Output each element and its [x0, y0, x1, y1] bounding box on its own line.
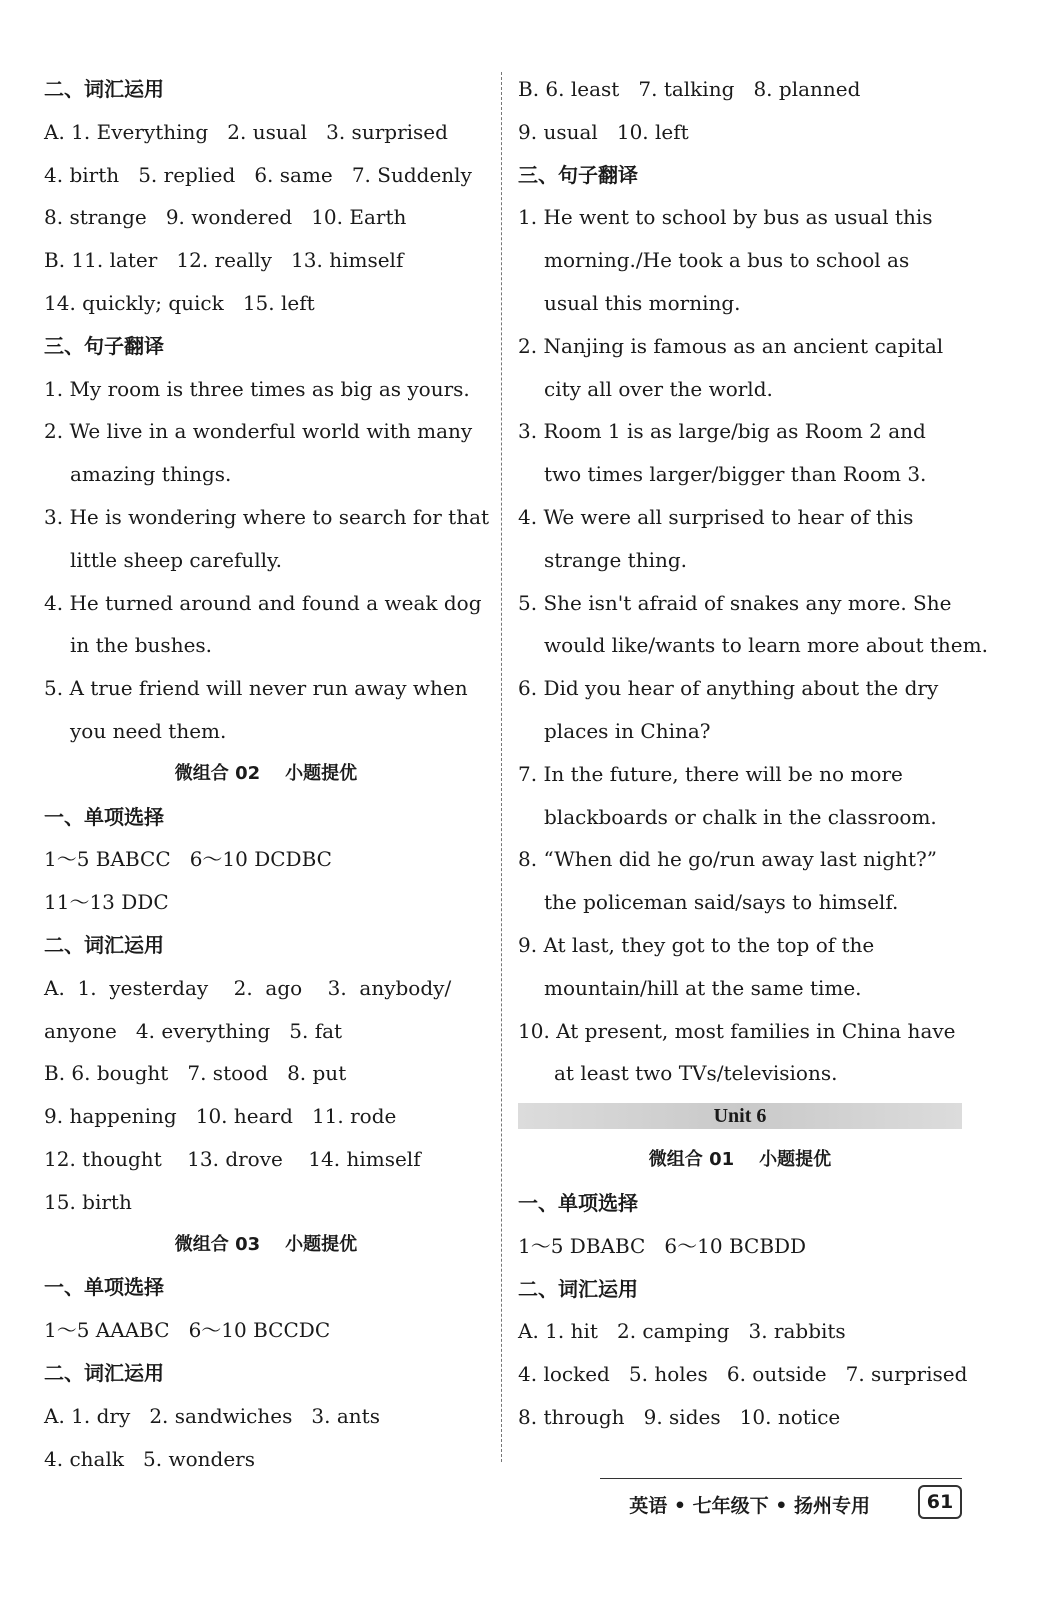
section-heading: 二、词汇运用 — [44, 77, 164, 101]
answer-line: the policeman said/says to himself. — [544, 890, 899, 915]
footer-subject-label: 英语 • 七年级下 • 扬州专用 — [629, 1495, 870, 1517]
answer-line: B. 11. later 12. really 13. himself — [44, 248, 404, 273]
answer-line: 9. usual 10. left — [518, 119, 689, 144]
answer-line: A. 1. Everything 2. usual 3. surprised — [44, 119, 448, 144]
answer-line: you need them. — [70, 718, 227, 743]
page-number: 61 — [918, 1485, 962, 1519]
section-heading: 一、单项选择 — [44, 1275, 164, 1300]
left-column — [44, 68, 488, 1480]
answer-line: 4. He turned around and found a weak dog — [44, 590, 482, 615]
answer-line: 9. happening 10. heard 11. rode — [44, 1104, 397, 1129]
section-heading: 三、句子翻译 — [518, 162, 638, 187]
answer-line: 12. thought 13. drove 14. himself — [44, 1146, 421, 1171]
answer-line: amazing things. — [70, 462, 232, 487]
subsection-title: 微组合 01 小题提优 — [648, 1149, 832, 1171]
answer-line: A. 1. yesterday 2. ago 3. anybody/ — [44, 975, 452, 1000]
unit5-answers-continued — [518, 68, 988, 1095]
column-divider — [501, 72, 502, 1462]
answer-line: two times larger/bigger than Room 3. — [544, 462, 927, 487]
answer-line: 5. She isn't afraid of snakes any more. She — [518, 590, 952, 615]
answer-line: blackboards or chalk in the classroom. — [544, 804, 937, 829]
answer-line: 6. Did you hear of anything about the dry — [518, 676, 939, 701]
unit6-answers — [518, 1139, 968, 1439]
answer-line: 8. strange 9. wondered 10. Earth — [44, 205, 407, 230]
answer-line: 4. chalk 5. wonders — [44, 1446, 255, 1471]
section-heading: 二、词汇运用 — [518, 1276, 638, 1301]
answer-line: 5. A true friend will never run away when — [44, 676, 468, 701]
answer-line: at least two TVs/televisions. — [554, 1061, 838, 1086]
answer-line: 1～5 BABCC 6～10 DCDBC — [44, 847, 332, 872]
right-column — [518, 68, 988, 1439]
answer-line: 1～5 AAABC 6～10 BCCDC — [44, 1318, 331, 1343]
answer-line: 9. At last, they got to the top of the — [518, 932, 875, 957]
answer-line: 2. Nanjing is famous as an ancient capital — [518, 333, 944, 358]
answer-line: 11～13 DDC — [44, 890, 169, 915]
page-footer — [600, 1478, 962, 1517]
answer-line: city all over the world. — [544, 376, 773, 401]
answer-line: in the bushes. — [70, 633, 213, 658]
section-heading: 一、单项选择 — [44, 804, 164, 829]
answer-line: 3. Room 1 is as large/big as Room 2 and — [518, 419, 926, 444]
section-heading: 二、词汇运用 — [44, 932, 164, 957]
answer-line: little sheep carefully. — [70, 547, 283, 572]
answer-line: would like/wants to learn more about them. — [544, 633, 988, 658]
answer-line: places in China? — [544, 718, 711, 743]
answer-line: B. 6. bought 7. stood 8. put — [44, 1061, 347, 1086]
answer-line: 7. In the future, there will be no more — [518, 761, 903, 786]
answer-line: 4. We were all surprised to hear of this — [518, 504, 914, 529]
answer-line: A. 1. dry 2. sandwiches 3. ants — [44, 1403, 380, 1428]
answer-line: 15. birth — [44, 1189, 132, 1214]
answer-line: mountain/hill at the same time. — [544, 975, 862, 1000]
answer-line: morning./He took a bus to school as — [544, 248, 910, 273]
answer-line: A. 1. hit 2. camping 3. rabbits — [518, 1319, 846, 1344]
answer-line: anyone 4. everything 5. fat — [44, 1018, 343, 1043]
answer-line: 8. “When did he go/run away last night?” — [518, 847, 937, 872]
answer-line: 2. We live in a wonderful world with many — [44, 419, 473, 444]
answer-line: 1～5 DBABC 6～10 BCBDD — [518, 1233, 807, 1258]
answer-line: 14. quickly; quick 15. left — [44, 290, 315, 315]
subsection-title: 微组合 02 小题提优 — [174, 762, 358, 784]
answer-line: 8. through 9. sides 10. notice — [518, 1404, 841, 1429]
section-heading: 三、句子翻译 — [44, 333, 164, 358]
answer-line: 4. birth 5. replied 6. same 7. Suddenly — [44, 162, 472, 187]
answer-line: 4. locked 5. holes 6. outside 7. surprised — [518, 1362, 968, 1387]
unit-6-heading: Unit 6 — [518, 1103, 962, 1129]
answer-line: B. 6. least 7. talking 8. planned — [518, 77, 861, 101]
section-heading: 二、词汇运用 — [44, 1360, 164, 1385]
answer-line: 3. He is wondering where to search for that — [44, 504, 490, 529]
answer-line: usual this morning. — [544, 290, 741, 315]
answer-line: 10. At present, most families in China have — [518, 1018, 956, 1043]
answer-line: 1. My room is three times as big as yours. — [44, 376, 470, 401]
answer-line: 1. He went to school by bus as usual this — [518, 205, 933, 230]
subsection-title: 微组合 03 小题提优 — [174, 1233, 358, 1255]
answer-line: strange thing. — [544, 547, 688, 572]
section-heading: 一、单项选择 — [518, 1190, 638, 1215]
